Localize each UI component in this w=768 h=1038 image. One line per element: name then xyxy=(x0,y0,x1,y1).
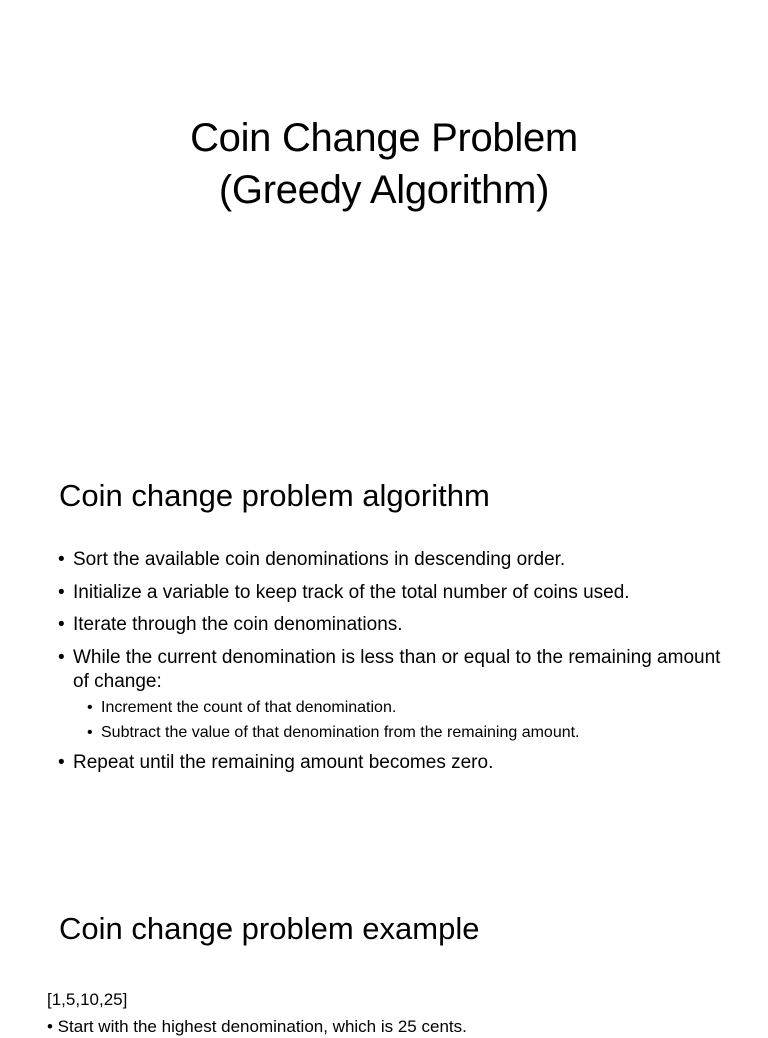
bullet-text: Repeat until the remaining amount becomes zero. xyxy=(73,752,494,773)
example-heading: Coin change problem example xyxy=(59,911,480,946)
denomination-array: [1,5,10,25] xyxy=(47,990,128,1009)
sub-bullet-item xyxy=(87,723,738,743)
bullet-item xyxy=(58,751,738,775)
title-slide xyxy=(0,112,768,216)
bullet-text: While the current denomination is less than or equal to the remaining amount of change: xyxy=(73,646,721,692)
title-line-1: Coin Change Problem xyxy=(190,116,578,160)
sub-bullet-list xyxy=(73,698,738,743)
sub-bullet-text: Subtract the value of that denomination from the remaining amount. xyxy=(101,723,580,741)
sub-bullet-item xyxy=(87,698,738,718)
bullet-item xyxy=(58,581,738,605)
title-line-2: (Greedy Algorithm) xyxy=(218,168,550,212)
bullet-text: Iterate through the coin denominations. xyxy=(73,614,403,635)
bullet-item xyxy=(58,548,738,572)
example-first-line: • Start with the highest denomination, which is 25 cents. xyxy=(47,1017,467,1036)
algorithm-bullet-list xyxy=(58,548,738,784)
bullet-item xyxy=(58,646,738,743)
bullet-text: Initialize a variable to keep track of the total number of coins used. xyxy=(73,581,630,603)
bullet-text: Sort the available coin denominations in descending order. xyxy=(73,549,566,570)
sub-bullet-text: Increment the count of that denomination. xyxy=(101,698,397,716)
algorithm-heading: Coin change problem algorithm xyxy=(59,478,490,513)
bullet-item xyxy=(58,613,738,637)
